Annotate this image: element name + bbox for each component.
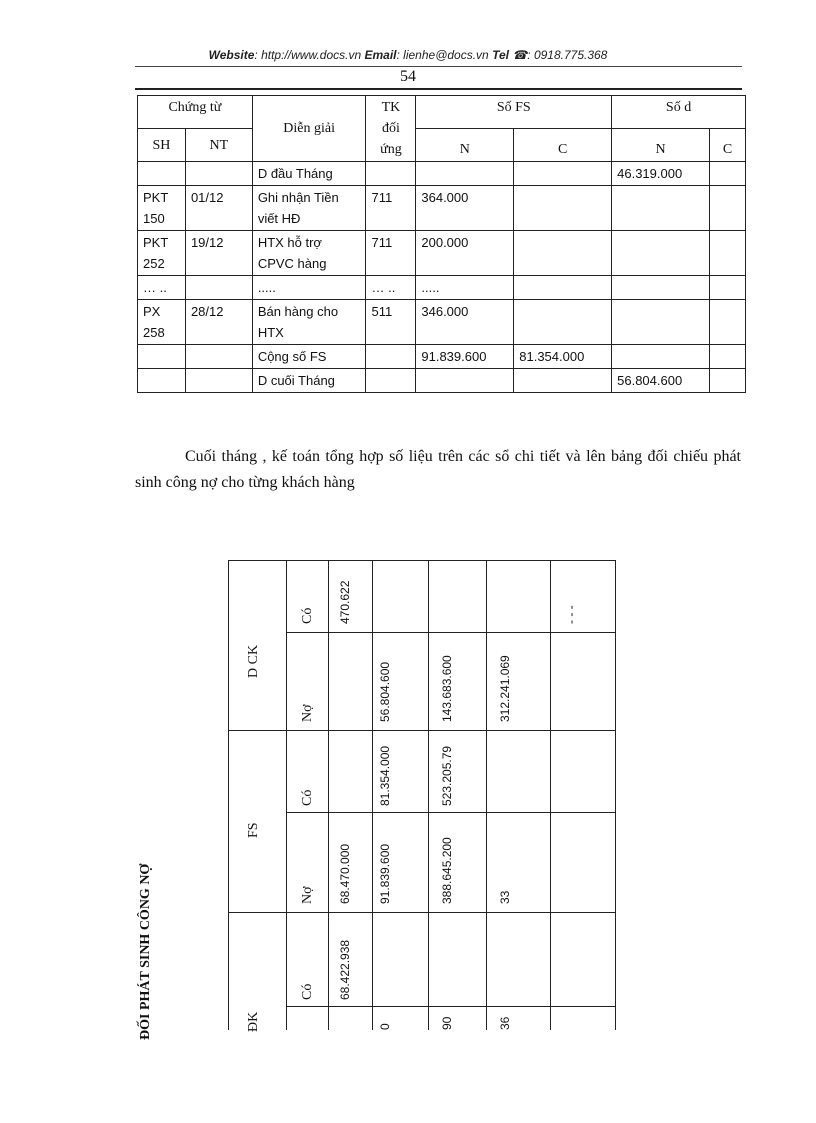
ledger-cell-fs-c [514, 369, 612, 393]
ledger-cell-nt [185, 345, 252, 369]
ledger-cell-fs-n [416, 162, 514, 186]
ledger-cell-fs-n: 364.000 [416, 186, 514, 231]
reconciliation-table-rotated [228, 560, 616, 1030]
ledger-cell-nt: 28/12 [185, 300, 252, 345]
ledger-cell-d-n: 56.804.600 [612, 369, 710, 393]
header-nt: NT [185, 129, 252, 162]
tel-label: Tel [492, 48, 509, 62]
group-label-dck: D CK [246, 644, 261, 678]
header-tk: TK đối ứng [366, 96, 416, 162]
value-fs-co: 81.354.000 [378, 745, 392, 806]
header-divider [135, 66, 742, 67]
website-value: : http://www.docs.vn [254, 48, 362, 62]
ledger-cell-dg: Bán hàng cho HTX [252, 300, 366, 345]
table-rule [228, 730, 616, 731]
header-chung-tu: Chứng từ [138, 96, 253, 129]
ledger-cell-sh: PX 258 [138, 300, 186, 345]
value-fs-no: 91.839.600 [378, 843, 392, 904]
value-dk-no: 0 [378, 1023, 392, 1030]
table-row [138, 369, 746, 393]
label-co: Có [300, 983, 315, 1000]
ledger-cell-tk: … .. [366, 276, 416, 300]
ledger-cell-sh [138, 345, 186, 369]
ledger-cell-d-n: 46.319.000 [612, 162, 710, 186]
value-dck-co: - - - [564, 605, 578, 624]
ledger-cell-fs-n: 91.839.600 [416, 345, 514, 369]
ledger-cell-fs-c [514, 186, 612, 231]
ledger-cell-dg: Cộng số FS [252, 345, 366, 369]
ledger-cell-sh [138, 369, 186, 393]
ledger-table [137, 95, 746, 393]
header-d-c: C [710, 129, 746, 162]
header-fs-c: C [514, 129, 612, 162]
ledger-cell-sh: PKT 252 [138, 231, 186, 276]
ledger-cell-fs-n: ..... [416, 276, 514, 300]
phone-icon: ☎ [512, 48, 528, 62]
header-sh: SH [138, 129, 186, 162]
ledger-cell-d-c [710, 369, 746, 393]
ledger-cell-tk: 511 [366, 300, 416, 345]
ledger-cell-tk [366, 345, 416, 369]
ledger-cell-d-c [710, 231, 746, 276]
ledger-cell-nt [185, 162, 252, 186]
ledger-cell-fs-c: 81.354.000 [514, 345, 612, 369]
table-rule [428, 560, 429, 1030]
ledger-cell-d-c [710, 345, 746, 369]
email-label: Email [364, 48, 397, 62]
value-fs-co: 523.205.79 [440, 745, 454, 806]
value-fs-no: 33 [498, 890, 512, 904]
ledger-cell-fs-c [514, 276, 612, 300]
ledger-cell-d-n [612, 345, 710, 369]
ledger-cell-tk [366, 369, 416, 393]
website-label: Website [208, 48, 255, 62]
header-d-n: N [612, 129, 710, 162]
ledger-cell-fs-n [416, 369, 514, 393]
value-dk-no: 36 [498, 1016, 512, 1030]
ledger-cell-d-c [710, 162, 746, 186]
ledger-cell-tk: 711 [366, 231, 416, 276]
ledger-cell-d-c [710, 186, 746, 231]
table-rule [228, 912, 616, 913]
header-so-d: Số d [612, 96, 746, 129]
value-dk-no: 90 [440, 1016, 454, 1030]
ledger-cell-sh [138, 162, 186, 186]
table-rule [286, 632, 616, 633]
table-rule [615, 560, 616, 1030]
table-row [138, 300, 746, 345]
ledger-cell-dg: D cuối Tháng [252, 369, 366, 393]
label-no: Nợ [300, 704, 315, 722]
value-dk-co: 68.422.938 [338, 939, 352, 1000]
ledger-cell-d-n [612, 300, 710, 345]
table-rule [286, 1006, 616, 1007]
group-label-fs: FS [246, 822, 261, 838]
table-row [138, 276, 746, 300]
value-dck-co: 470.622 [338, 580, 352, 624]
ledger-cell-dg: Ghi nhận Tiền viết HĐ [252, 186, 366, 231]
header-fs-n: N [416, 129, 514, 162]
ledger-cell-fs-c [514, 162, 612, 186]
ledger-cell-d-c [710, 276, 746, 300]
value-dck-no: 312.241.069 [498, 655, 512, 722]
table-rule [286, 560, 287, 1030]
table-rule [228, 560, 229, 1030]
page-header [0, 48, 816, 62]
ledger-cell-fs-c [514, 231, 612, 276]
table-row [138, 186, 746, 231]
ledger-cell-d-n [612, 231, 710, 276]
tel-value: : 0918.775.368 [527, 48, 608, 62]
ledger-cell-fs-n: 346.000 [416, 300, 514, 345]
page-number-divider [135, 88, 742, 90]
ledger-cell-nt: 19/12 [185, 231, 252, 276]
group-label-dk: ĐK [246, 1011, 261, 1032]
ledger-cell-dg: ..... [252, 276, 366, 300]
ledger-cell-tk: 711 [366, 186, 416, 231]
label-co: Có [300, 789, 315, 806]
ledger-cell-dg: HTX hỗ trợ CPVC hàng [252, 231, 366, 276]
table-rule [372, 560, 373, 1030]
table-row [138, 231, 746, 276]
table-rule [550, 560, 551, 1030]
table-rule [328, 560, 329, 1030]
table-rule [486, 560, 487, 1030]
rotated-table-title: ĐỐI PHÁT SINH CÔNG NỢ [138, 863, 153, 1040]
ledger-cell-nt [185, 369, 252, 393]
value-fs-no: 68.470.000 [338, 843, 352, 904]
ledger-cell-fs-n: 200.000 [416, 231, 514, 276]
ledger-cell-fs-c [514, 300, 612, 345]
ledger-cell-tk [366, 162, 416, 186]
email-value: : lienhe@docs.vn [396, 48, 489, 62]
ledger-cell-dg: D đầu Tháng [252, 162, 366, 186]
summary-paragraph: Cuối tháng , kế toán tổng hợp số liệu trên các sổ chi tiết và lên bảng đối chiếu phát sinh công nợ cho từng khách hàng [135, 448, 741, 491]
label-no: Nợ [300, 886, 315, 904]
ledger-cell-nt [185, 276, 252, 300]
ledger-cell-d-n [612, 186, 710, 231]
page-number: 54 [400, 68, 416, 85]
header-dien-giai: Diễn giải [252, 96, 366, 162]
value-dck-no: 56.804.600 [378, 661, 392, 722]
table-rule [286, 812, 616, 813]
ledger-cell-sh: PKT 150 [138, 186, 186, 231]
ledger-cell-d-c [710, 300, 746, 345]
ledger-cell-d-n [612, 276, 710, 300]
ledger-cell-nt: 01/12 [185, 186, 252, 231]
table-row [138, 345, 746, 369]
header-so-fs: Số FS [416, 96, 612, 129]
label-co: Có [300, 607, 315, 624]
ledger-cell-sh: … .. [138, 276, 186, 300]
value-fs-no: 388.645.200 [440, 837, 454, 904]
table-row [138, 162, 746, 186]
value-dck-no: 143.683.600 [440, 655, 454, 722]
